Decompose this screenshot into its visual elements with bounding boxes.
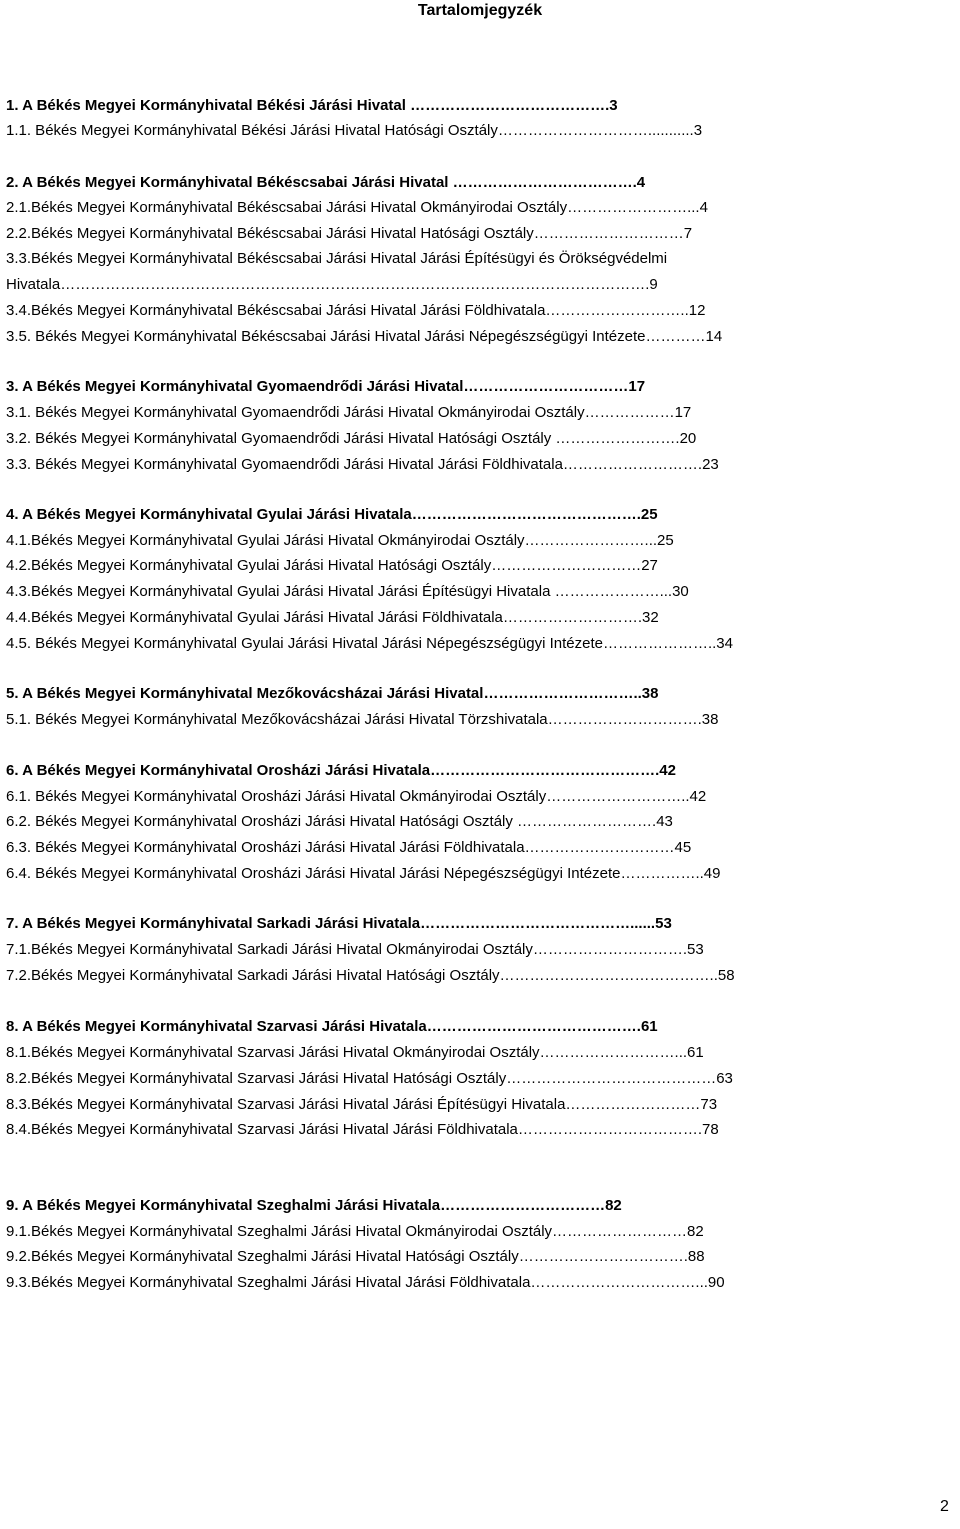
toc-entry-9-2[interactable]: 9.2.Békés Megyei Kormányhivatal Szeghalmi Járási Hivatal Hatósági Osztály…………………………….88	[6, 1248, 705, 1265]
toc-entry-8-2[interactable]: 8.2.Békés Megyei Kormányhivatal Szarvasi Járási Hivatal Hatósági Osztály……………………………………63	[6, 1070, 733, 1087]
toc-entry-3-3b[interactable]: Hivatala……………………………………………………………………………………………………….9	[6, 276, 658, 293]
toc-entry-4-3[interactable]: 4.3.Békés Megyei Kormányhivatal Gyulai Járási Hivatal Járási Építésügyi Hivatala …………………...30	[6, 583, 689, 600]
toc-entry-9[interactable]: 9. A Békés Megyei Kormányhivatal Szeghalmi Járási Hivatala……………………………82	[6, 1197, 622, 1214]
page-number: 2	[940, 1498, 949, 1515]
toc-entry-3-4[interactable]: 3.4.Békés Megyei Kormányhivatal Békéscsabai Járási Hivatal Járási Földhivatala………………………..12	[6, 302, 706, 319]
toc-entry-7-1[interactable]: 7.1.Békés Megyei Kormányhivatal Sarkadi Járási Hivatal Okmányirodai Osztály………………………….53	[6, 941, 704, 958]
toc-entry-2[interactable]: 2. A Békés Megyei Kormányhivatal Békéscsabai Járási Hivatal ……………………………….4	[6, 174, 646, 191]
toc-entry-5-1[interactable]: 5.1. Békés Megyei Kormányhivatal Mezőkovácsházai Járási Hivatal Törzshivatala………………………….38	[6, 711, 719, 728]
toc-entry-2-2[interactable]: 2.2.Békés Megyei Kormányhivatal Békéscsabai Járási Hivatal Hatósági Osztály…………………………7	[6, 225, 693, 242]
toc-entry-4-5[interactable]: 4.5. Békés Megyei Kormányhivatal Gyulai Járási Hivatal Járási Népegészségügyi Intézete…………………..34	[6, 635, 733, 652]
toc-entry-5[interactable]: 5. A Békés Megyei Kormányhivatal Mezőkovácsházai Járási Hivatal…………………………..38	[6, 685, 659, 702]
toc-entry-6[interactable]: 6. A Békés Megyei Kormányhivatal Orosházi Járási Hivatala……………………………………….42	[6, 762, 676, 779]
toc-entry-7-2[interactable]: 7.2.Békés Megyei Kormányhivatal Sarkadi Járási Hivatal Hatósági Osztály……………………………………..58	[6, 967, 735, 984]
toc-entry-8[interactable]: 8. A Békés Megyei Kormányhivatal Szarvasi Járási Hivatala…………………………………….61	[6, 1018, 658, 1035]
toc-entry-3-3[interactable]: 3.3. Békés Megyei Kormányhivatal Gyomaendrődi Járási Hivatal Járási Földhivatala……………………….23	[6, 456, 719, 473]
page-title: Tartalomjegyzék	[417, 2, 543, 19]
toc-entry-4-1[interactable]: 4.1.Békés Megyei Kormányhivatal Gyulai Járási Hivatal Okmányirodai Osztály……………………...25	[6, 532, 674, 549]
toc-entry-3-3a[interactable]: 3.3.Békés Megyei Kormányhivatal Békéscsabai Járási Hivatal Járási Építésügyi és Örökségvédelmi	[6, 250, 668, 267]
toc-entry-2-1[interactable]: 2.1.Békés Megyei Kormányhivatal Békéscsabai Járási Hivatal Okmányirodai Osztály……………………...4	[6, 199, 708, 216]
toc-entry-7[interactable]: 7. A Békés Megyei Kormányhivatal Sarkadi Járási Hivatala……………………………………......53	[6, 915, 672, 932]
toc-entry-9-3[interactable]: 9.3.Békés Megyei Kormányhivatal Szeghalmi Járási Hivatal Járási Földhivatala……………………………...90	[6, 1274, 725, 1291]
toc-entry-6-1[interactable]: 6.1. Békés Megyei Kormányhivatal Orosházi Járási Hivatal Okmányirodai Osztály………………………..42	[6, 788, 707, 805]
toc-entry-8-3[interactable]: 8.3.Békés Megyei Kormányhivatal Szarvasi Járási Hivatal Járási Építésügyi Hivatala………………………73	[6, 1096, 718, 1113]
toc-entry-6-4[interactable]: 6.4. Békés Megyei Kormányhivatal Orosházi Járási Hivatal Járási Népegészségügyi Intézete……………..49	[6, 865, 721, 882]
toc-entry-4-4[interactable]: 4.4.Békés Megyei Kormányhivatal Gyulai Járási Hivatal Járási Földhivatala……………………….32	[6, 609, 659, 626]
toc-entry-1-1[interactable]: 1.1. Békés Megyei Kormányhivatal Békési Járási Hivatal Hatósági Osztály…………………………...........3	[6, 122, 703, 139]
toc-entry-1[interactable]: 1. A Békés Megyei Kormányhivatal Békési Járási Hivatal ………………………………….3	[6, 97, 618, 114]
toc-entry-3-5[interactable]: 3.5. Békés Megyei Kormányhivatal Békéscsabai Járási Hivatal Járási Népegészségügyi Intézete…………14	[6, 328, 723, 345]
toc-entry-3[interactable]: 3. A Békés Megyei Kormányhivatal Gyomaendrődi Járási Hivatal……………………………17	[6, 378, 646, 395]
toc-entry-6-2[interactable]: 6.2. Békés Megyei Kormányhivatal Orosházi Járási Hivatal Hatósági Osztály ……………………….43	[6, 813, 673, 830]
toc-entry-8-1[interactable]: 8.1.Békés Megyei Kormányhivatal Szarvasi Járási Hivatal Okmányirodai Osztály………………………...61	[6, 1044, 704, 1061]
toc-entry-8-4[interactable]: 8.4.Békés Megyei Kormányhivatal Szarvasi Járási Hivatal Járási Földhivatala……………………………….78	[6, 1121, 719, 1138]
toc-entry-4-2[interactable]: 4.2.Békés Megyei Kormányhivatal Gyulai Járási Hivatal Hatósági Osztály…………………………27	[6, 557, 658, 574]
toc-entry-4[interactable]: 4. A Békés Megyei Kormányhivatal Gyulai Járási Hivatala……………………………………….25	[6, 506, 658, 523]
toc-entry-6-3[interactable]: 6.3. Békés Megyei Kormányhivatal Orosházi Járási Hivatal Járási Földhivatala…………………………45	[6, 839, 692, 856]
toc-entry-9-1[interactable]: 9.1.Békés Megyei Kormányhivatal Szeghalmi Járási Hivatal Okmányirodai Osztály………………………82	[6, 1223, 704, 1240]
toc-entry-3-2[interactable]: 3.2. Békés Megyei Kormányhivatal Gyomaendrődi Járási Hivatal Hatósági Osztály …………………….20	[6, 430, 697, 447]
toc-entry-3-1[interactable]: 3.1. Békés Megyei Kormányhivatal Gyomaendrődi Járási Hivatal Okmányirodai Osztály………………17	[6, 404, 692, 421]
